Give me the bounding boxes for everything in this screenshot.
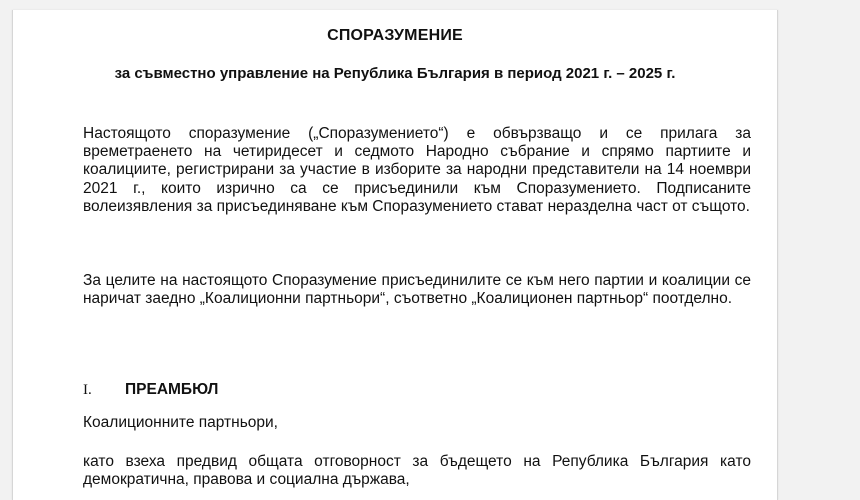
document-page bbox=[12, 10, 778, 500]
section-number: I. bbox=[83, 382, 92, 398]
preamble-line: като взеха предвид общата отговорност за бъдещето на Република България като демократична, правова и социална държава, bbox=[83, 453, 751, 489]
paragraph-definitions: За целите на настоящото Споразумение присъединилите се към него партии и коалиции се наричат заедно „Коалиционни партньори“, съответно „Коалиционен партньор“ поотделно. bbox=[83, 272, 751, 308]
preamble-line: Коалиционните партньори, bbox=[83, 414, 278, 431]
paragraph-scope: Настоящото споразумение („Споразумението“) е обвързващо и се прилага за времетраенето на четиридесет и седмото Народно събрание и спрямо партиите и коалициите, регистрирани за участие в изборите за народни представители на 14 ноември 2021 г., които изрично са се присъединили към Споразумението. Подписаните волеизявления за присъединяване към Споразумението стават неразделна част от същото. bbox=[83, 125, 751, 215]
document-title: СПОРАЗУМЕНИЕ bbox=[327, 27, 463, 44]
section-title: ПРЕАМБЮЛ bbox=[125, 381, 219, 398]
section-heading-preamble bbox=[83, 381, 218, 399]
document-subtitle: за съвместно управление на Република България в период 2021 г. – 2025 г. bbox=[114, 65, 676, 82]
